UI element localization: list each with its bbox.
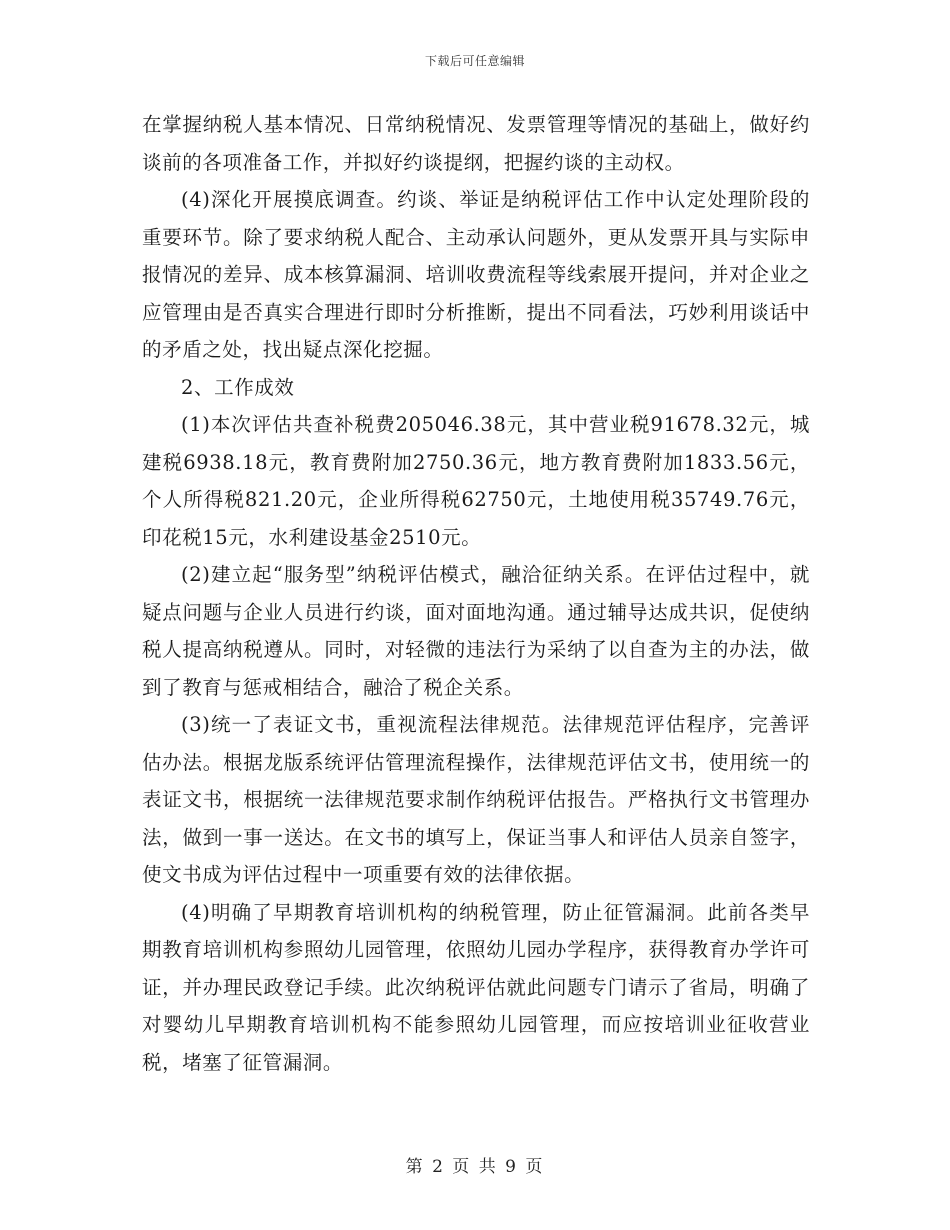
page-number-footer: 第 2 页 共 9 页 <box>405 1157 545 1177</box>
document-body <box>142 106 810 1081</box>
page-header: 下载后可任意编辑 <box>424 54 525 68</box>
paragraph-continuation: 在掌握纳税人基本情况、日常纳税情况、发票管理等情况的基础上，做好约谈前的各项准备工作，并拟好约谈提纲，把握约谈的主动权。 <box>142 113 810 174</box>
paragraph-early-education: (4)明确了早期教育培训机构的纳税管理，防止征管漏洞。此前各类早期教育培训机构参照幼儿园管理，依照幼儿园办学程序，获得教育办学许可证，并办理民政登记手续。此次纳税评估就此问题专门请示了省局，明确了对婴幼儿早期教育培训机构不能参照幼儿园管理，而应按培训业征收营业税，堵塞了征管漏洞。 <box>142 900 810 1074</box>
paragraph-service-model: (2)建立起“服务型”纳税评估模式，融洽征纳关系。在评估过程中，就疑点问题与企业人员进行约谈，面对面地沟通。通过辅导达成共识，促使纳税人提高纳税遵从。同时，对轻微的违法行为采纳了以自查为主的办法，做到了教育与惩戒相结合，融洽了税企关系。 <box>142 563 810 699</box>
paragraph-unified-documents: (3)统一了表证文书，重视流程法律规范。法律规范评估程序，完善评估办法。根据龙版系统评估管理流程操作，法律规范评估文书，使用统一的表证文书，根据统一法律规范要求制作纳税评估报告。严格执行文书管理办法，做到一事一送达。在文书的填写上，保证当事人和评估人员亲自签字，使文书成为评估过程中一项重要有效的法律依据。 <box>142 713 810 886</box>
paragraph-tax-recovery: (1)本次评估共查补税费205046.38元，其中营业税91678.32元，城建税6938.18元，教育费附加2750.36元，地方教育费附加1833.56元，个人所得税821.20元，企业所得税62750元，土地使用税35749.76元，印花税15元，水利建设基金2510元。 <box>142 413 810 549</box>
paragraph-deepen-investigation: (4)深化开展摸底调查。约谈、举证是纳税评估工作中认定处理阶段的重要环节。除了要求纳税人配合、主动承认问题外，更从发票开具与实际申报情况的差异、成本核算漏洞、培训收费流程等线索展开提问，并对企业之应管理由是否真实合理进行即时分析推断，提出不同看法，巧妙利用谈话中的矛盾之处，找出疑点深化挖掘。 <box>142 188 810 361</box>
section-heading-work-results: 2、工作成效 <box>181 375 295 399</box>
